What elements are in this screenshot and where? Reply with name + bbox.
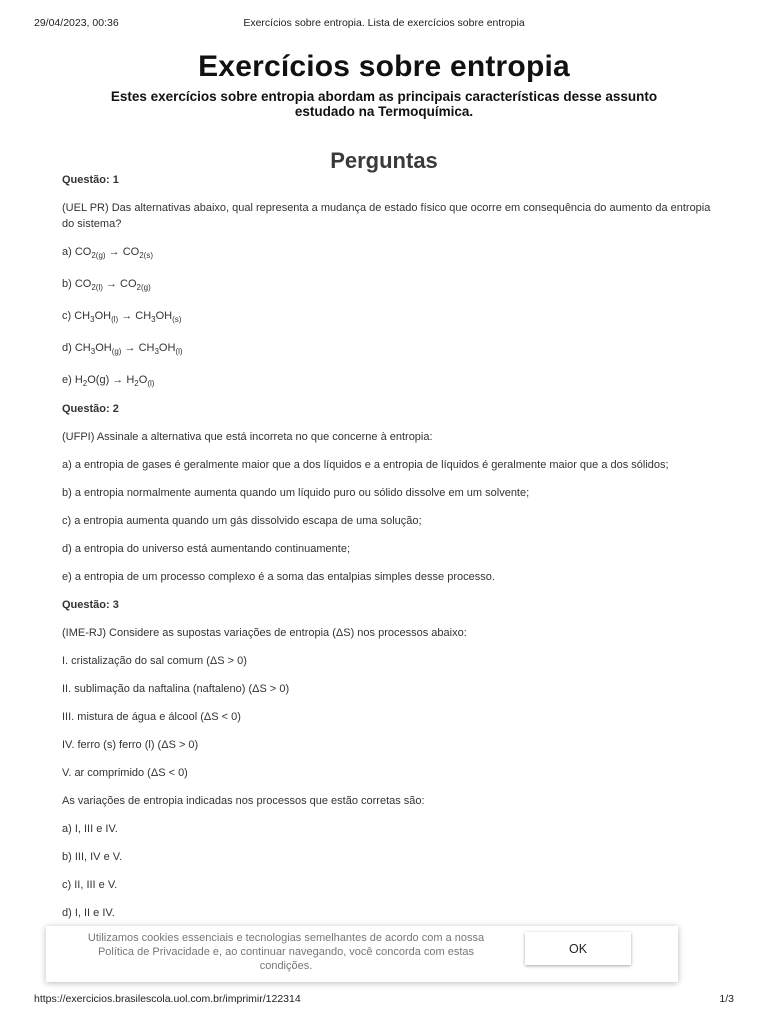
page-indicator: 1/3 <box>719 993 734 1005</box>
answer-option: a) $CO_{2(g)} \to CO_{2(s)}$ <box>62 246 153 260</box>
print-footer <box>34 993 734 1007</box>
process-item: IV. ferro (s) ferro (l) (ΔS > 0) <box>62 739 199 751</box>
question-label: Questão: 3 <box>62 599 119 611</box>
section-title: Perguntas <box>330 148 438 173</box>
process-item: I. cristalização do sal comum (ΔS > 0) <box>62 655 247 667</box>
question-statement: (IME-RJ) Considere as supostas variações de entropia (ΔS) nos processos abaixo: <box>62 627 467 639</box>
answer-option: c) $CH_3OH_{(l)} \to CH_3OH_{(s)}$ <box>62 310 182 324</box>
answer-option: d) a entropia do universo está aumentando continuamente; <box>62 543 351 555</box>
process-item: II. sublimação da naftalina (naftaleno) (ΔS > 0) <box>62 683 290 695</box>
answer-option: d) I, II e IV. <box>62 907 115 919</box>
question-prompt: As variações de entropia indicadas nos processos que estão corretas são: <box>62 795 425 807</box>
answer-option: b) III, IV e V. <box>62 851 123 863</box>
questions-list <box>62 170 722 921</box>
page-subtitle: Estes exercícios sobre entropia abordam as principais características desse assunto estudado na Termoquímica. <box>110 89 658 119</box>
question-statement: (UEL PR) Das alternativas abaixo, qual representa a mudança de estado físico que ocorre em consequência do aumento da entropia do sistema? <box>62 202 711 230</box>
process-item: V. ar comprimido (ΔS < 0) <box>62 767 188 779</box>
answer-option: c) a entropia aumenta quando um gás dissolvido escapa de uma solução; <box>62 515 422 527</box>
cookie-banner-text: Utilizamos cookies essenciais e tecnologias semelhantes de acordo com a nossa Política de Privacidade e, ao continuar navegando, você concorda com estas condições. <box>87 932 485 972</box>
print-page-title: Exercícios sobre entropia. Lista de exercícios sobre entropia <box>243 17 525 29</box>
print-datetime: 29/04/2023, 00:36 <box>34 17 119 29</box>
answer-option: a) a entropia de gases é geralmente maior que a dos líquidos e a entropia de líquidos é geralmente maior que a dos sólidos; <box>62 459 669 471</box>
answer-option: e) a entropia de um processo complexo é a soma das entalpias simples desse processo. <box>62 571 495 583</box>
print-url: https://exercicios.brasilescola.uol.com.br/imprimir/122314 <box>34 993 301 1005</box>
print-header <box>34 17 734 31</box>
answer-option: e) $H_2O(g) \to H_2O_{(l)}$ <box>62 374 155 388</box>
cookie-banner <box>46 926 678 982</box>
question-label: Questão: 2 <box>62 403 119 415</box>
question-statement: (UFPI) Assinale a alternativa que está incorreta no que concerne à entropia: <box>62 431 433 443</box>
answer-option: b) $CO_{2(l)} \to CO_{2(g)}$ <box>62 278 151 292</box>
answer-option: a) I, III e IV. <box>62 823 118 835</box>
page-title: Exercícios sobre entropia <box>198 50 570 83</box>
answer-option: d) $CH_3OH_{(g)} \to CH_3OH_{(l)}$ <box>62 342 183 356</box>
answer-option: b) a entropia normalmente aumenta quando um líquido puro ou sólido dissolve em um solvente; <box>62 487 530 499</box>
process-item: III. mistura de água e álcool (ΔS < 0) <box>62 711 241 723</box>
answer-option: c) II, III e V. <box>62 879 118 891</box>
cookie-accept-button[interactable]: OK <box>525 932 631 965</box>
question-label: Questão: 1 <box>62 174 119 186</box>
